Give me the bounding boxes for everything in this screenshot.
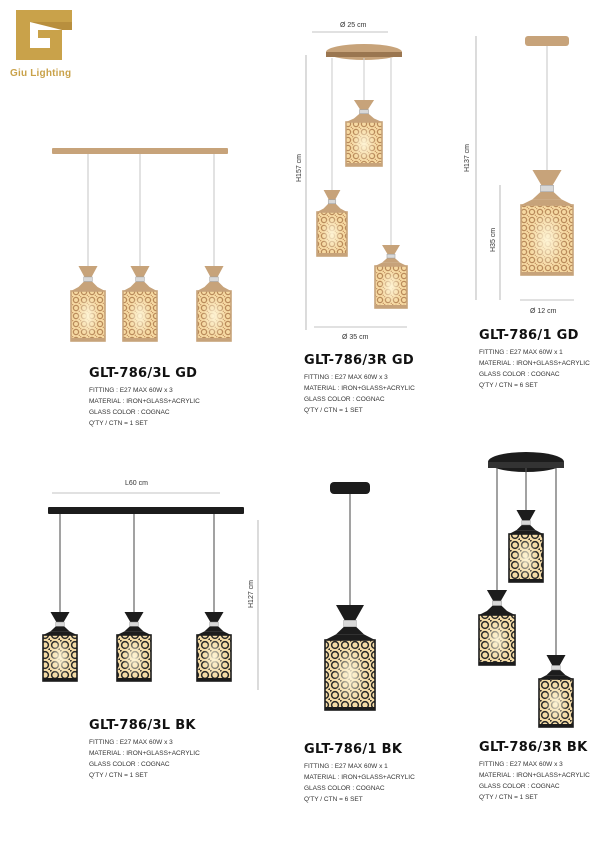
canopy-bar-3l-bk xyxy=(48,507,244,514)
product-glt-786-3l-bk xyxy=(89,718,200,781)
pendant-3r-bk-0-neck xyxy=(487,590,507,611)
canopy-bar-3l-gd xyxy=(52,148,228,154)
pendant-1-gd-glow xyxy=(529,211,564,270)
pendant-3r-bk-1-shade-rim xyxy=(509,579,543,582)
product-glt-786-3r-gd xyxy=(304,353,415,416)
spec-quantity: Q'TY / CTN = 6 SET xyxy=(304,796,363,803)
spec-fitting: FITTING : E27 MAX 60W x 3 xyxy=(89,739,173,746)
dim-3r-top-diameter: Ø 25 cm xyxy=(340,22,367,29)
spec-material: MATERIAL : IRON+GLASS+ACRYLIC xyxy=(479,772,590,779)
product-glt-786-1-bk xyxy=(304,742,415,805)
brand-name: Giu Lighting xyxy=(10,68,72,79)
pendant-1-bk-shade-cap xyxy=(325,634,375,640)
product-glt-786-3r-bk xyxy=(479,740,590,803)
dim-1gd-height: H137 cm xyxy=(464,143,471,172)
pendant-3r-bk-0-shade-rim xyxy=(479,662,515,665)
spec-material: MATERIAL : IRON+GLASS+ACRYLIC xyxy=(479,360,590,367)
spec-fitting: FITTING : E27 MAX 60W x 3 xyxy=(304,374,388,381)
spec-fitting: FITTING : E27 MAX 60W x 3 xyxy=(89,387,173,394)
pendant-1-gd-neck xyxy=(532,170,561,199)
dim-1gd-diameter: Ø 12 cm xyxy=(530,308,557,315)
pendant-3r-bk-2-glow xyxy=(544,683,567,723)
spec-quantity: Q'TY / CTN = 1 SET xyxy=(89,420,148,427)
pendant-3l-bk-0-glow xyxy=(48,639,71,678)
pendant-3l-gd-1-crystal-ring xyxy=(136,277,145,282)
model-name: GLT-786/3R BK xyxy=(479,740,588,755)
pendant-3r-bk-2-crystal-ring xyxy=(552,665,561,669)
spec-glass-color: GLASS COLOR : COGNAC xyxy=(304,785,385,792)
pendant-3r-bk-0-glow xyxy=(485,619,509,661)
dim-3lbk-length: L60 cm xyxy=(125,480,148,487)
pendant-3r-bk-1-glow xyxy=(514,538,537,578)
pendant-1-gd-crystal-ring xyxy=(540,185,553,191)
pendant-3r-bk-2-shade-rim xyxy=(539,724,573,727)
pendant-3l-bk-2-glow xyxy=(202,639,225,678)
pendant-3r-gd-0-crystal-ring xyxy=(328,200,336,204)
pendant-3l-bk-2-neck xyxy=(204,612,223,631)
pendant-1-bk-neck xyxy=(336,605,364,634)
spec-material: MATERIAL : IRON+GLASS+ACRYLIC xyxy=(89,398,200,405)
pendant-3r-gd-0-glow xyxy=(322,216,342,253)
pendant-1-bk-shade-rim xyxy=(325,707,375,710)
pendant-3l-gd-0-crystal-ring xyxy=(84,277,93,282)
pendant-3r-gd-2-neck xyxy=(382,245,400,263)
canopy-disc-edge-3r-gd xyxy=(326,52,402,57)
pendant-3r-gd-1-neck xyxy=(354,100,374,118)
pendant-3r-gd-0-neck xyxy=(324,190,341,208)
dim-3lbk-height: H127 cm xyxy=(248,579,255,608)
pendant-3l-bk-1-shade-rim xyxy=(117,678,151,681)
model-name: GLT-786/3R GD xyxy=(304,353,414,368)
pendant-3l-bk-2-shade-rim xyxy=(197,678,231,681)
pendant-3r-bk-1-neck xyxy=(516,510,535,530)
spec-fitting: FITTING : E27 MAX 60W x 3 xyxy=(479,761,563,768)
pendant-3r-gd-2-shade-rim xyxy=(375,305,407,308)
spec-glass-color: GLASS COLOR : COGNAC xyxy=(89,761,170,768)
pendant-1-gd-shade-rim xyxy=(521,272,573,275)
pendant-3l-gd-0-glow xyxy=(76,295,99,337)
pendant-3r-gd-1-crystal-ring xyxy=(359,110,368,114)
pendant-3l-bk-0-crystal-ring xyxy=(56,622,65,626)
model-name: GLT-786/1 BK xyxy=(304,742,403,757)
product-glt-786-3l-gd xyxy=(89,366,200,429)
spec-glass-color: GLASS COLOR : COGNAC xyxy=(479,783,560,790)
pendant-3r-bk-2-neck xyxy=(546,655,565,675)
pendant-1-bk-crystal-ring xyxy=(344,620,357,626)
model-name: GLT-786/3L GD xyxy=(89,366,198,381)
spec-fitting: FITTING : E27 MAX 60W x 1 xyxy=(304,763,388,770)
spec-glass-color: GLASS COLOR : COGNAC xyxy=(304,396,385,403)
pendant-3r-gd-1-shade-rim xyxy=(346,163,382,166)
pendant-3l-gd-2-shade-rim xyxy=(197,338,231,341)
dim-1gd-shade-height: H35 cm xyxy=(490,227,497,252)
pendant-3l-bk-0-shade-rim xyxy=(43,678,77,681)
pendant-3l-gd-2-crystal-ring xyxy=(210,277,219,282)
dim-3r-bottom-diameter: Ø 35 cm xyxy=(342,334,369,341)
spec-material: MATERIAL : IRON+GLASS+ACRYLIC xyxy=(89,750,200,757)
pendant-3r-bk-0-crystal-ring xyxy=(492,601,501,606)
model-name: GLT-786/1 GD xyxy=(479,328,579,343)
pendant-3l-bk-0-neck xyxy=(50,612,69,631)
spec-quantity: Q'TY / CTN = 1 SET xyxy=(304,407,363,414)
pendant-3r-gd-2-crystal-ring xyxy=(387,254,395,258)
pendant-1-gd-shade-cap xyxy=(521,199,573,205)
pendant-3l-bk-2-crystal-ring xyxy=(210,622,219,626)
dim-3r-height: H157 cm xyxy=(296,153,303,182)
canopy-disc-edge-3r-bk xyxy=(488,462,564,468)
spec-quantity: Q'TY / CTN = 1 SET xyxy=(479,794,538,801)
pendant-3l-gd-2-glow xyxy=(202,295,225,337)
pendant-3r-gd-1-glow xyxy=(352,126,376,163)
pendant-1-bk-glow xyxy=(333,646,367,705)
pendant-3r-gd-2-glow xyxy=(380,269,402,304)
canopy-1-bk xyxy=(330,482,370,494)
spec-material: MATERIAL : IRON+GLASS+ACRYLIC xyxy=(304,385,415,392)
pendant-3l-bk-1-neck xyxy=(124,612,143,631)
spec-material: MATERIAL : IRON+GLASS+ACRYLIC xyxy=(304,774,415,781)
model-name: GLT-786/3L BK xyxy=(89,718,196,733)
spec-quantity: Q'TY / CTN = 1 SET xyxy=(89,772,148,779)
pendant-3l-gd-2-neck xyxy=(204,266,223,287)
pendant-3l-gd-1-glow xyxy=(128,295,151,337)
canopy-1-gd xyxy=(525,36,569,46)
pendant-3l-gd-0-neck xyxy=(78,266,97,287)
pendant-3r-bk-1-crystal-ring xyxy=(522,520,531,524)
pendant-3l-gd-1-neck xyxy=(130,266,149,287)
product-glt-786-1-gd xyxy=(479,328,590,391)
spec-glass-color: GLASS COLOR : COGNAC xyxy=(479,371,560,378)
pendant-3l-gd-0-shade-rim xyxy=(71,338,105,341)
spec-glass-color: GLASS COLOR : COGNAC xyxy=(89,409,170,416)
pendant-3l-bk-1-crystal-ring xyxy=(130,622,139,626)
spec-quantity: Q'TY / CTN = 6 SET xyxy=(479,382,538,389)
spec-fitting: FITTING : E27 MAX 60W x 1 xyxy=(479,349,563,356)
pendant-3l-gd-1-shade-rim xyxy=(123,338,157,341)
pendant-3r-gd-0-shade-rim xyxy=(317,253,347,256)
pendant-3l-bk-1-glow xyxy=(122,639,145,678)
